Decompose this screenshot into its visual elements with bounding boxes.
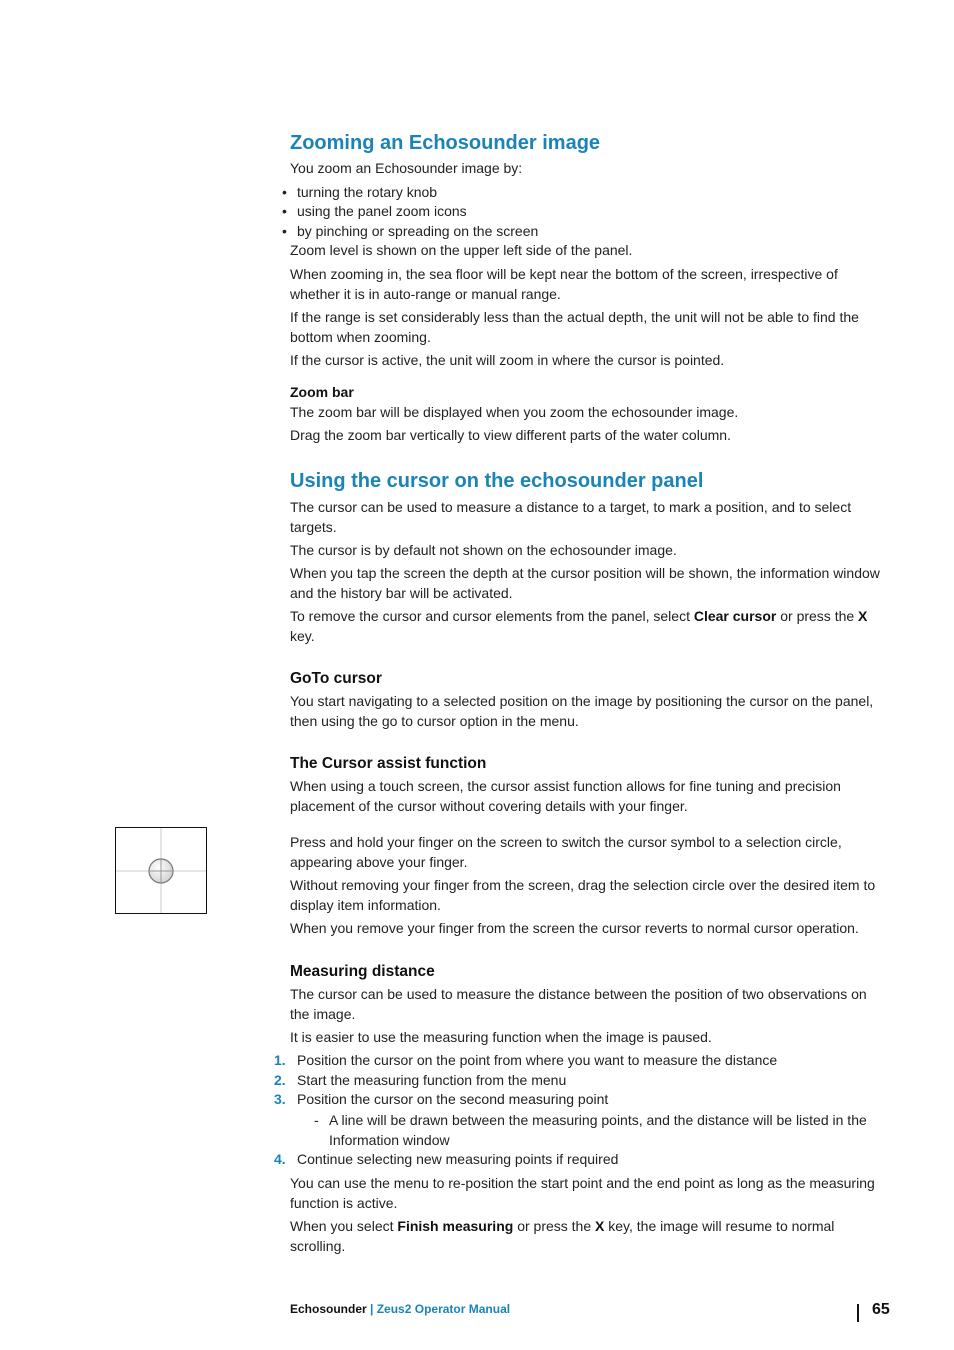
cursor-assist-heading: The Cursor assist function xyxy=(290,755,487,772)
zoom-bar-paragraph: The zoom bar will be displayed when you zoom the echosounder image. xyxy=(290,404,739,420)
zoom-bar-heading: Zoom bar xyxy=(290,384,354,400)
section-title-zooming: Zooming an Echosounder image xyxy=(290,132,601,154)
measure-paragraph-finish: When you select Finish measuring or press the X key, the image will resume to normal scrolling. xyxy=(290,1218,835,1254)
step-number: 4. xyxy=(274,1151,286,1167)
page-footer: Echosounder | Zeus2 Operator Manual xyxy=(290,1302,511,1316)
zoom-paragraph: Zoom level is shown on the upper left side of the panel. xyxy=(290,242,633,258)
assist-paragraph: Without removing your finger from the screen, drag the selection circle over the desired item to display item information. xyxy=(290,877,876,913)
measure-step: 2. Start the measuring function from the menu xyxy=(274,1071,884,1091)
footer-chapter: Echosounder xyxy=(290,1302,367,1316)
measure-substep: - A line will be drawn between the measuring points, and the distance will be listed in the Information window xyxy=(314,1112,867,1148)
page-number: 65 xyxy=(872,1301,890,1318)
section-title-cursor: Using the cursor on the echosounder panel xyxy=(290,470,704,492)
step-number: 3. xyxy=(274,1091,286,1107)
zoom-paragraph: If the cursor is active, the unit will zoom in where the cursor is pointed. xyxy=(290,352,725,368)
footer-manual-title: Zeus2 Operator Manual xyxy=(376,1302,511,1316)
measuring-distance-heading: Measuring distance xyxy=(290,963,435,980)
cursor-assist-illustration xyxy=(115,827,207,914)
step-number: 1. xyxy=(274,1052,286,1068)
zoom-bullet: • using the panel zoom icons xyxy=(282,202,882,222)
zoom-bullet: • by pinching or spreading on the screen xyxy=(282,222,882,242)
zoom-bullet: • turning the rotary knob xyxy=(282,183,882,203)
cursor-paragraph: When you tap the screen the depth at the cursor position will be shown, the information window and the history bar will be activated. xyxy=(290,565,880,601)
finish-measuring-term: Finish measuring xyxy=(397,1218,514,1234)
zoom-intro: You zoom an Echosounder image by: xyxy=(290,160,523,176)
crosshair-circle-icon xyxy=(116,828,206,913)
measure-paragraph: You can use the menu to re-position the start point and the end point as long as the measuring function is active. xyxy=(290,1175,875,1211)
assist-paragraph: When you remove your finger from the screen the cursor reverts to normal cursor operation. xyxy=(290,920,859,936)
page-number-divider xyxy=(857,1304,859,1322)
cursor-paragraph: The cursor is by default not shown on the echosounder image. xyxy=(290,542,677,558)
zoom-bar-paragraph: Drag the zoom bar vertically to view different parts of the water column. xyxy=(290,427,731,443)
assist-paragraph: Press and hold your finger on the screen to switch the cursor symbol to a selection circle, appearing above your finger. xyxy=(290,834,842,870)
cursor-paragraph-clear: To remove the cursor and cursor elements from the panel, select Clear cursor or press the X key. xyxy=(290,608,868,644)
zoom-paragraph: If the range is set considerably less than the actual depth, the unit will not be able to find the bottom when zooming. xyxy=(290,309,859,345)
step-number: 2. xyxy=(274,1072,286,1088)
bullet-dot: • xyxy=(282,203,287,219)
goto-cursor-heading: GoTo cursor xyxy=(290,670,382,687)
measure-step: 3. Position the cursor on the second measuring point xyxy=(274,1090,884,1110)
measure-paragraph: The cursor can be used to measure the distance between the position of two observations on the image. xyxy=(290,986,867,1022)
bullet-dot: • xyxy=(282,223,287,239)
x-key-term: X xyxy=(595,1218,605,1234)
zoom-paragraph: When zooming in, the sea floor will be kept near the bottom of the screen, irrespective of whether it is in auto-range or manual range. xyxy=(290,266,838,302)
measure-step: 4. Continue selecting new measuring points if required xyxy=(274,1150,884,1170)
x-key-term: X xyxy=(858,608,868,624)
clear-cursor-term: Clear cursor xyxy=(693,608,777,624)
measure-paragraph: It is easier to use the measuring function when the image is paused. xyxy=(290,1029,712,1045)
assist-paragraph: When using a touch screen, the cursor assist function allows for fine tuning and precision placement of the cursor without covering details with your finger. xyxy=(290,778,841,814)
bullet-dot: • xyxy=(282,184,287,200)
measure-step: 1. Position the cursor on the point from where you want to measure the distance xyxy=(274,1051,884,1071)
cursor-paragraph: The cursor can be used to measure a distance to a target, to mark a position, and to select targets. xyxy=(290,499,852,535)
goto-paragraph: You start navigating to a selected position on the image by positioning the cursor on the panel, then using the go to cursor option in the menu. xyxy=(290,693,874,729)
